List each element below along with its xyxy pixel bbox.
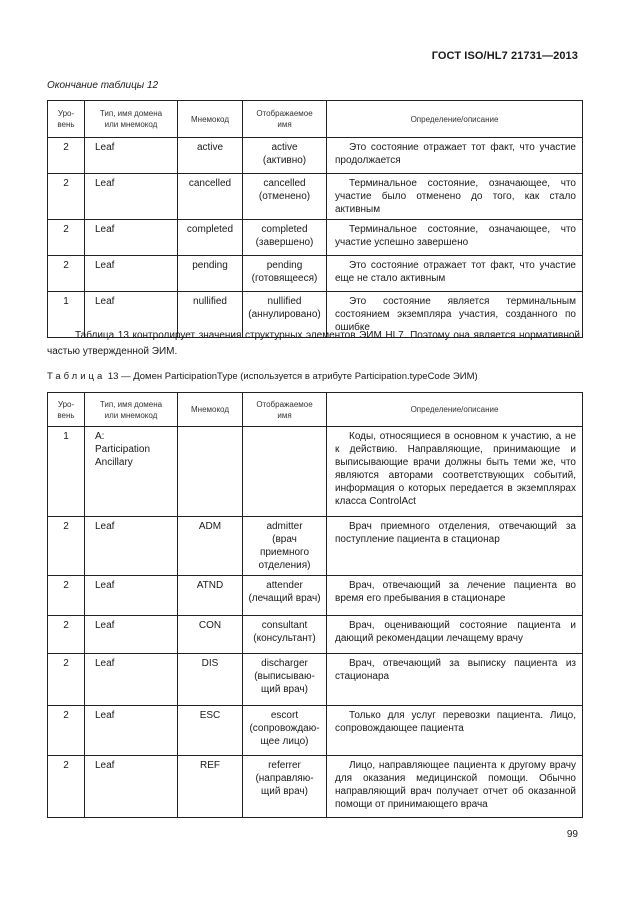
cell-mnemonic: REF (178, 756, 243, 818)
table-row (48, 138, 583, 174)
column-header-mnemonic: Мнемокод (178, 101, 243, 138)
table-13 (47, 392, 583, 818)
cell-level: 2 (48, 174, 85, 220)
table-row (48, 616, 583, 654)
cell-type: Leaf (85, 138, 178, 174)
cell-level: 2 (48, 616, 85, 654)
cell-mnemonic: ADM (178, 517, 243, 576)
cell-mnemonic: cancelled (178, 174, 243, 220)
cell-display-name: cancelled (отменено) (243, 174, 327, 220)
normative-paragraph: Таблица 13 контролирует значения структурных элементов ЭИМ HL7. Поэтому она является нормативной частью утвержденной ЭИМ. (47, 330, 580, 357)
cell-mnemonic: completed (178, 220, 243, 256)
cell-type: Leaf (85, 517, 178, 576)
table-row (48, 256, 583, 292)
table12-caption: Окончание таблицы 12 (47, 80, 159, 91)
cell-display-name: admitter (врач приемного отделения) (243, 517, 327, 576)
cell-mnemonic: active (178, 138, 243, 174)
table13-caption-prefix: Таблица (47, 371, 106, 382)
cell-mnemonic: nullified (178, 292, 243, 338)
table-header-row (48, 393, 583, 427)
cell-level: 2 (48, 654, 85, 706)
cell-definition: Терминальное состояние, означающее, что участие успешно завершено (327, 220, 583, 256)
cell-level: 2 (48, 576, 85, 616)
column-header-definition: Определение/описание (327, 101, 583, 138)
cell-definition: Лицо, направляющее пациента к другому врачу для оказания медицинской помощи. Обычно направляющий врач получает отчет об оказанной помощи от принимающего врача (327, 756, 583, 818)
cell-definition: Коды, относящиеся в основном к участию, а не к действию. Направляющие, принимающие и выписывающие врачи должны быть теми же, что являются авторами соответствующих событий, информация о которых передается в экземплярах класса ControlAct (327, 427, 583, 517)
cell-display-name: consultant (консультант) (243, 616, 327, 654)
column-header-definition: Определение/описание (327, 393, 583, 427)
table-header-row (48, 101, 583, 138)
cell-definition: Врач, отвечающий за лечение пациента во время его пребывания в стационаре (327, 576, 583, 616)
table13-caption-text: 13 — Домен ParticipationType (используется в атрибуте Participation.typeCode ЭИМ) (107, 371, 478, 382)
cell-level: 1 (48, 427, 85, 517)
column-header-type: Тип, имя домена или мнемокод (85, 393, 178, 427)
cell-level: 2 (48, 220, 85, 256)
cell-mnemonic: pending (178, 256, 243, 292)
table-row (48, 756, 583, 818)
cell-definition: Это состояние отражает тот факт, что участие еще не стало активным (327, 256, 583, 292)
cell-definition: Только для услуг перевозки пациента. Лицо, сопровождающее пациента (327, 706, 583, 756)
table13-caption (47, 371, 478, 382)
table-row (48, 576, 583, 616)
column-header-type: Тип, имя домена или мнемокод (85, 101, 178, 138)
column-header-mnemonic: Мнемокод (178, 393, 243, 427)
cell-definition: Врач, оценивающий состояние пациента и дающий рекомендации лечащему врачу (327, 616, 583, 654)
table-row (48, 517, 583, 576)
cell-mnemonic: DIS (178, 654, 243, 706)
table-row (48, 706, 583, 756)
cell-definition: Это состояние является терминальным состоянием экземпляра участия, созданного по ошибке (327, 292, 583, 338)
cell-definition: Терминальное состояние, означающее, что участие было отменено до того, как стало активным (327, 174, 583, 220)
cell-display-name: active (активно) (243, 138, 327, 174)
document-standard-header: ГОСТ ISO/HL7 21731—2013 (431, 50, 578, 62)
cell-mnemonic: ESC (178, 706, 243, 756)
column-header-display-name: Отображаемое имя (243, 393, 327, 427)
cell-display-name: discharger (выписываю- щий врач) (243, 654, 327, 706)
cell-type: Leaf (85, 756, 178, 818)
cell-definition: Врач приемного отделения, отвечающий за поступление пациента в стационар (327, 517, 583, 576)
table-row (48, 427, 583, 517)
cell-type: Leaf (85, 706, 178, 756)
cell-level: 1 (48, 292, 85, 338)
cell-display-name: escort (сопровождаю- щее лицо) (243, 706, 327, 756)
cell-mnemonic: ATND (178, 576, 243, 616)
cell-mnemonic (178, 427, 243, 517)
cell-type: A: Participation Ancillary (85, 427, 178, 517)
cell-level: 2 (48, 756, 85, 818)
cell-display-name: referrer (направляю- щий врач) (243, 756, 327, 818)
column-header-display-name: Отображаемое имя (243, 101, 327, 138)
cell-type: Leaf (85, 576, 178, 616)
cell-level: 2 (48, 256, 85, 292)
column-header-level: Уро- вень (48, 393, 85, 427)
cell-display-name (243, 427, 327, 517)
cell-type: Leaf (85, 292, 178, 338)
cell-type: Leaf (85, 174, 178, 220)
column-header-level: Уро- вень (48, 101, 85, 138)
cell-type: Leaf (85, 654, 178, 706)
table-12 (47, 100, 583, 338)
table-row (48, 220, 583, 256)
cell-level: 2 (48, 706, 85, 756)
cell-mnemonic: CON (178, 616, 243, 654)
cell-display-name: nullified (аннулировано) (243, 292, 327, 338)
table-row (48, 174, 583, 220)
cell-type: Leaf (85, 220, 178, 256)
cell-type: Leaf (85, 616, 178, 654)
cell-type: Leaf (85, 256, 178, 292)
cell-definition: Врач, отвечающий за выписку пациента из стационара (327, 654, 583, 706)
table-row (48, 654, 583, 706)
cell-definition: Это состояние отражает тот факт, что участие продолжается (327, 138, 583, 174)
cell-display-name: completed (завершено) (243, 220, 327, 256)
cell-level: 2 (48, 138, 85, 174)
cell-level: 2 (48, 517, 85, 576)
cell-display-name: pending (готовящееся) (243, 256, 327, 292)
cell-display-name: attender (лечащий врач) (243, 576, 327, 616)
page-number: 99 (566, 829, 578, 840)
